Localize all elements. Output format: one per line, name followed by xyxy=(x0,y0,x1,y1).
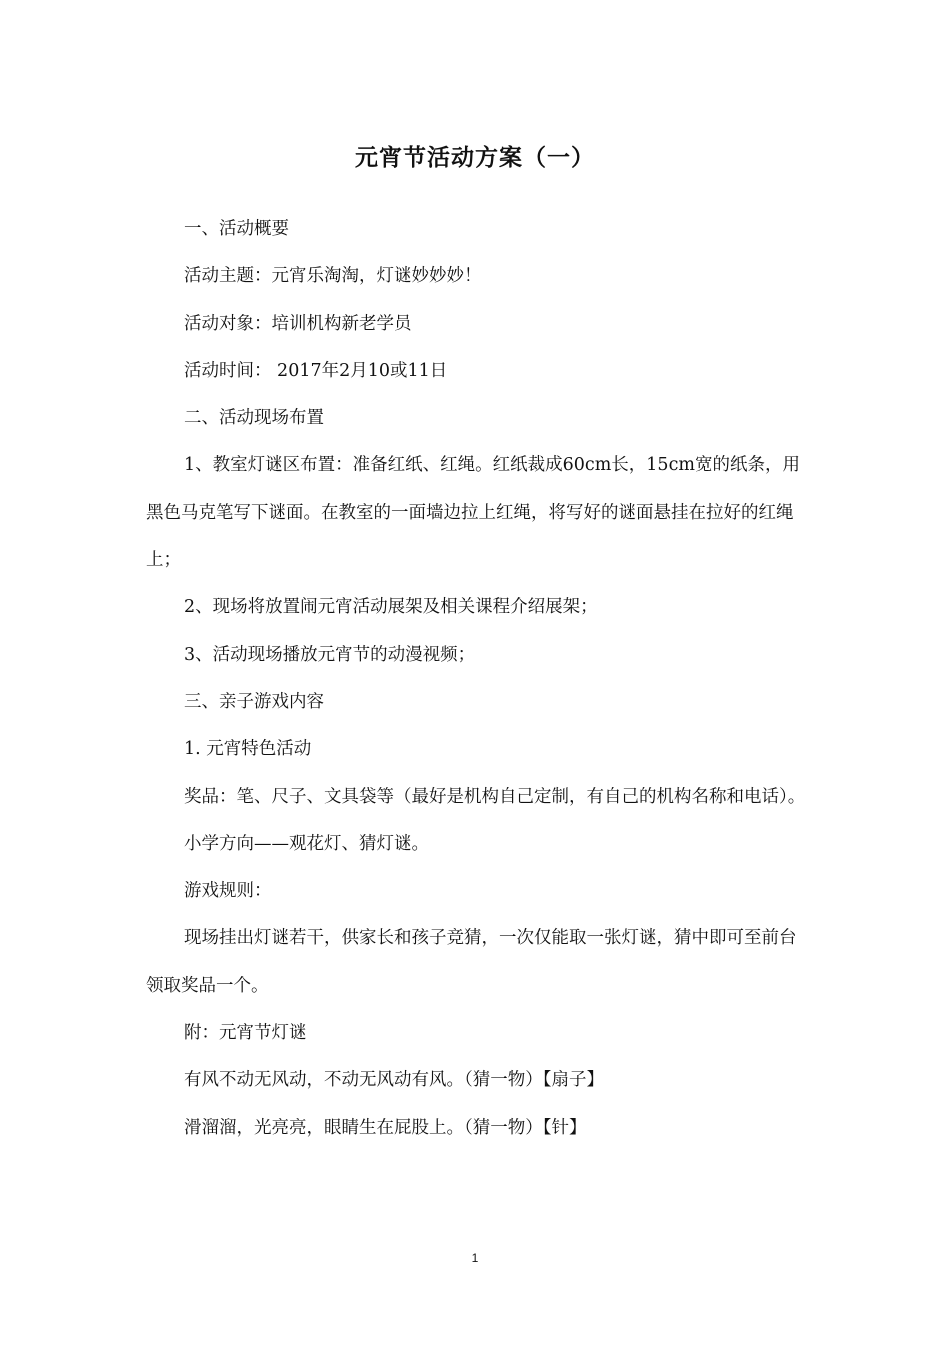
appendix-heading: 附：元宵节灯谜 xyxy=(184,1023,307,1044)
venue-item-riddle-area: 1、教室灯谜区布置：准备红纸、红绳。红纸裁成60cm长，15cm宽的纸条，用黑色马克笔写下谜面。在教室的一面墙边拉上红绳，将写好的谜面悬挂在拉好的红绳上； xyxy=(146,455,800,571)
riddle-item-needle: 滑溜溜，光亮亮，眼睛生在屁股上。（猜一物）【针】 xyxy=(184,1117,587,1138)
document-body xyxy=(146,206,812,1152)
activity-theme: 活动主题：元宵乐淘淘，灯谜妙妙妙！ xyxy=(184,266,482,287)
game-rules-heading: 游戏规则： xyxy=(184,881,272,902)
section-heading-games: 三、亲子游戏内容 xyxy=(184,691,324,712)
page-number: 1 xyxy=(471,1251,479,1265)
activity-time: 活动时间： 2017年2月10或11日 xyxy=(184,360,448,381)
games-item-lantern-activity: 1. 元宵特色活动 xyxy=(184,739,312,760)
section-heading-overview: 一、活动概要 xyxy=(184,219,289,239)
activity-audience: 活动对象：培训机构新老学员 xyxy=(184,313,412,334)
game-rules-paragraph: 现场挂出灯谜若干，供家长和孩子竞猜，一次仅能取一张灯谜，猜中即可至前台领取奖品一个。 xyxy=(146,928,797,996)
primary-school-direction: 小学方向——观花灯、猜灯谜。 xyxy=(184,833,429,854)
document-title: 元宵节活动方案（一） xyxy=(355,144,595,171)
venue-item-video: 3、活动现场播放元宵节的动漫视频； xyxy=(184,644,476,665)
prizes-paragraph: 奖品：笔、尺子、文具袋等（最好是机构自己定制，有自己的机构名称和电话）。 xyxy=(184,786,806,807)
section-heading-venue: 二、活动现场布置 xyxy=(184,408,324,429)
venue-item-display-stands: 2、现场将放置闹元宵活动展架及相关课程介绍展架； xyxy=(184,597,598,618)
riddle-item-fan: 有风不动无风动，不动无风动有风。（猜一物）【扇子】 xyxy=(184,1070,604,1091)
